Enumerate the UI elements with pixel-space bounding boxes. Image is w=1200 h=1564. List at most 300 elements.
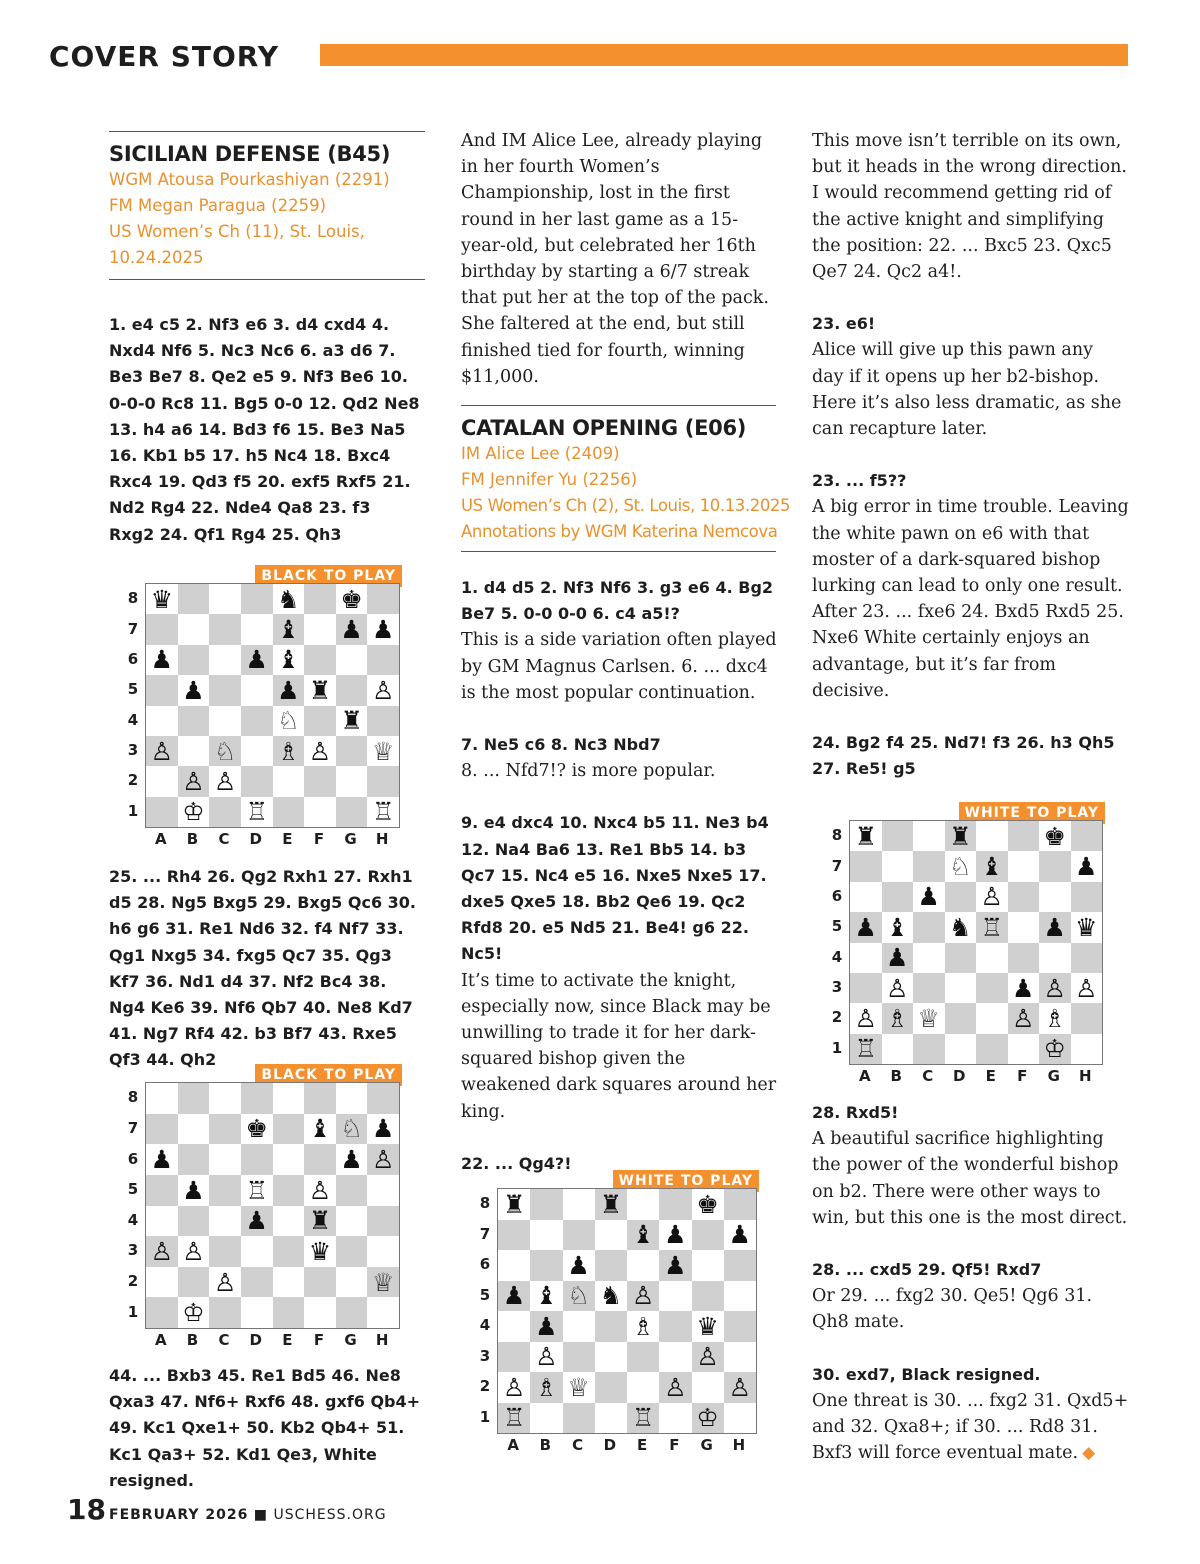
divider	[109, 131, 425, 132]
file-label: A	[155, 1331, 167, 1349]
black-rook-icon: ♜	[945, 821, 977, 851]
board-square	[336, 1175, 368, 1206]
board-square	[209, 1144, 241, 1175]
file-label: E	[282, 830, 293, 848]
board-square	[1008, 912, 1040, 942]
black-rook-icon: ♜	[850, 821, 882, 851]
board-square	[1039, 882, 1071, 912]
black-knight-icon: ♞	[945, 912, 977, 942]
board-square	[146, 614, 178, 644]
black-pawn-icon: ♟	[241, 645, 273, 675]
black-pawn-icon: ♟	[850, 912, 882, 942]
to-play-badge: WHITE TO PLAY	[959, 802, 1106, 824]
board-square	[273, 1083, 305, 1114]
moves: 28. Rxd5!	[812, 1103, 899, 1122]
moves: 9. e4 dxc4 10. Nxc4 b5 11. Ne3 b4 12. Na4 Ba6 13. Re1 Bb5 14. b3 Qc7 15. Nc4 e5 16. Nxe5 Nxe5 17. dxe5 Qxe5 18. Bb2 Qe6 19. Qc2 Rfd8 20. e5 Nd5 21. Be4! g6 22. Nc5!	[461, 813, 769, 964]
white-knight-icon: ♘	[336, 1114, 368, 1145]
divider	[461, 405, 776, 406]
board-square	[367, 1175, 399, 1206]
board-square	[178, 706, 210, 736]
board-square	[241, 675, 273, 705]
rank-label: 8	[127, 1088, 139, 1107]
black-pawn-icon: ♟	[659, 1250, 691, 1281]
board-square	[146, 797, 178, 827]
white-bishop-icon: ♗	[273, 736, 305, 766]
black-pawn-icon: ♟	[178, 675, 210, 705]
black-pawn-icon: ♟	[146, 1144, 178, 1175]
rank-label: 3	[127, 1241, 139, 1260]
rank-label: 3	[831, 978, 843, 997]
file-label: F	[313, 1331, 325, 1349]
board-square	[850, 943, 882, 973]
annotation: This is a side variation often played by GM Magnus Carlsen. 6. ... dxc4 is the most popular continuation.	[461, 630, 777, 703]
white-rook-icon: ♖	[976, 912, 1008, 942]
board-square	[367, 1206, 399, 1237]
file-label: H	[732, 1436, 746, 1454]
board-square	[913, 973, 945, 1003]
chess-board	[145, 583, 400, 828]
board-square	[209, 645, 241, 675]
file-label: F	[313, 830, 325, 848]
annotation-block	[461, 575, 779, 1177]
board-square	[336, 675, 368, 705]
board-square	[595, 1311, 627, 1342]
board-square	[945, 1003, 977, 1033]
file-label: H	[375, 830, 389, 848]
white-pawn-icon: ♙	[146, 736, 178, 766]
divider	[109, 279, 425, 280]
annotation: It’s time to activate the knight, especially now, since Black may be unwilling to trade it for her dark-squared bishop given the weakened dark squares around her king.	[461, 970, 777, 1122]
board-square	[367, 766, 399, 796]
black-pawn-icon: ♟	[498, 1281, 530, 1312]
black-bishop-icon: ♝	[976, 851, 1008, 881]
board-square	[209, 1114, 241, 1145]
black-queen-icon: ♛	[146, 584, 178, 614]
file-label: G	[344, 1331, 357, 1349]
chess-diagram	[125, 565, 410, 850]
black-pawn-icon: ♟	[336, 614, 368, 644]
file-label: D	[603, 1436, 617, 1454]
board-square	[209, 614, 241, 644]
board-square	[146, 1297, 178, 1328]
rank-label: 2	[479, 1377, 491, 1396]
rank-label: 6	[831, 886, 843, 905]
board-square	[1039, 943, 1071, 973]
white-bishop-icon: ♗	[530, 1372, 562, 1403]
white-rook-icon: ♖	[850, 1034, 882, 1064]
board-square	[1008, 851, 1040, 881]
board-square	[595, 1250, 627, 1281]
white-pawn-icon: ♙	[367, 1144, 399, 1175]
white-bishop-icon: ♗	[882, 1003, 914, 1033]
board-square	[945, 973, 977, 1003]
board-square	[304, 614, 336, 644]
white-rook-icon: ♖	[627, 1403, 659, 1434]
board-square	[627, 1342, 659, 1373]
white-king-icon: ♔	[178, 797, 210, 827]
file-label: E	[985, 1067, 996, 1085]
board-square	[209, 797, 241, 827]
black-player: FM Jennifer Yu (2256)	[461, 470, 638, 489]
board-square	[146, 1083, 178, 1114]
board-square	[178, 1206, 210, 1237]
board-square	[498, 1342, 530, 1373]
board-square	[178, 736, 210, 766]
board-square	[241, 1236, 273, 1267]
board-square	[882, 821, 914, 851]
board-square	[209, 1175, 241, 1206]
game-title: CATALAN OPENING (E06)	[461, 416, 747, 440]
board-square	[273, 1236, 305, 1267]
rank-label: 2	[831, 1008, 843, 1027]
white-bishop-icon: ♗	[1039, 1003, 1071, 1033]
board-square	[692, 1250, 724, 1281]
board-square	[563, 1403, 595, 1434]
website: USCHESS.ORG	[273, 1507, 387, 1523]
board-square	[209, 1083, 241, 1114]
board-square	[1071, 821, 1103, 851]
board-square	[1008, 1034, 1040, 1064]
black-pawn-icon: ♟	[913, 882, 945, 912]
file-label: B	[890, 1067, 902, 1085]
file-label: E	[282, 1331, 293, 1349]
board-square	[209, 584, 241, 614]
board-square	[498, 1220, 530, 1251]
board-square	[241, 614, 273, 644]
board-square	[336, 645, 368, 675]
chess-diagram	[477, 1170, 767, 1456]
black-pawn-icon: ♟	[1008, 973, 1040, 1003]
board-square	[692, 1281, 724, 1312]
rank-label: 8	[479, 1194, 491, 1213]
file-label: F	[1017, 1067, 1028, 1085]
to-play-badge: WHITE TO PLAY	[613, 1170, 760, 1192]
board-square	[913, 1034, 945, 1064]
board-square	[178, 1114, 210, 1145]
moves-block: 1. e4 c5 2. Nf3 e6 3. d4 cxd4 4. Nxd4 Nf6 5. Nc3 Nc6 6. a3 d6 7. Be3 Be7 8. Qe2 e5 9. Nf3 Be6 10. 0-0-0 Rc8 11. Bg5 0-0 12. Qd2 Ne8 13. h4 a6 14. Bd3 f6 15. Be3 Na5 16. Kb1 b5 17. h5 Nc4 18. Bxc4 Rxc4 19. Qd3 f5 20. exf5 Rxf5 21. Nd2 Rg4 22. Nde4 Qa8 23. f3 Rxg2 24. Qf1 Rg4 25. Qh3	[109, 315, 420, 544]
moves: 22. ... Qg4?!	[461, 1153, 572, 1173]
chess-board	[145, 1082, 400, 1329]
issue-date: FEBRUARY 2026	[109, 1507, 249, 1523]
black-pawn-icon: ♟	[367, 1114, 399, 1145]
header-accent-bar	[320, 44, 1128, 66]
black-pawn-icon: ♟	[659, 1220, 691, 1251]
board-square	[273, 1114, 305, 1145]
board-square	[498, 1311, 530, 1342]
white-king-icon: ♔	[1039, 1034, 1071, 1064]
black-rook-icon: ♜	[304, 1206, 336, 1237]
black-pawn-icon: ♟	[241, 1206, 273, 1237]
board-square	[595, 1372, 627, 1403]
white-pawn-icon: ♙	[627, 1281, 659, 1312]
board-square	[913, 943, 945, 973]
board-square	[241, 1297, 273, 1328]
black-pawn-icon: ♟	[367, 614, 399, 644]
board-square	[850, 882, 882, 912]
board-square	[273, 1206, 305, 1237]
board-square	[627, 1250, 659, 1281]
board-square	[241, 1144, 273, 1175]
board-square	[627, 1372, 659, 1403]
rank-label: 7	[127, 619, 139, 638]
white-pawn-icon: ♙	[304, 1175, 336, 1206]
file-label: G	[1047, 1067, 1060, 1085]
rank-label: 1	[479, 1407, 491, 1426]
board-square	[976, 821, 1008, 851]
end-of-article-icon: ◆	[1082, 1443, 1096, 1464]
board-square	[178, 1144, 210, 1175]
event: US Women’s Ch (11), St. Louis,	[109, 222, 365, 241]
board-square	[209, 1297, 241, 1328]
board-square	[304, 584, 336, 614]
white-pawn-icon: ♙	[209, 766, 241, 796]
white-pawn-icon: ♙	[1039, 973, 1071, 1003]
board-square	[724, 1311, 756, 1342]
board-square	[882, 851, 914, 881]
white-pawn-icon: ♙	[146, 1236, 178, 1267]
black-pawn-icon: ♟	[1039, 912, 1071, 942]
rank-label: 5	[479, 1285, 491, 1304]
white-pawn-icon: ♙	[850, 1003, 882, 1033]
white-player: WGM Atousa Pourkashiyan (2291)	[109, 170, 390, 189]
board-square	[209, 1236, 241, 1267]
rank-label: 7	[479, 1224, 491, 1243]
board-square	[146, 1114, 178, 1145]
black-rook-icon: ♜	[304, 675, 336, 705]
black-queen-icon: ♛	[1071, 912, 1103, 942]
moves: 23. ... f5??	[812, 471, 907, 491]
board-square	[563, 1189, 595, 1220]
board-square	[659, 1281, 691, 1312]
header-title: COVER STORY	[49, 40, 280, 73]
board-square	[336, 797, 368, 827]
black-bishop-icon: ♝	[304, 1114, 336, 1145]
board-square	[336, 1236, 368, 1267]
rank-label: 7	[127, 1118, 139, 1137]
board-square	[304, 706, 336, 736]
rank-label: 3	[479, 1346, 491, 1365]
board-square	[367, 584, 399, 614]
to-play-badge: BLACK TO PLAY	[255, 1064, 402, 1086]
black-bishop-icon: ♝	[530, 1281, 562, 1312]
file-label: A	[858, 1067, 871, 1085]
board-square	[146, 1206, 178, 1237]
board-square	[530, 1250, 562, 1281]
annotation-block	[812, 1100, 1130, 1466]
moves: 28. ... cxd5 29. Qf5! Rxd7	[812, 1260, 1042, 1280]
white-knight-icon: ♘	[563, 1281, 595, 1312]
rank-label: 4	[831, 947, 843, 966]
board-square	[530, 1403, 562, 1434]
rank-label: 4	[479, 1316, 491, 1335]
board-square	[1008, 821, 1040, 851]
white-queen-icon: ♕	[367, 736, 399, 766]
board-square	[241, 766, 273, 796]
separator-icon: ■	[253, 1507, 269, 1523]
black-king-icon: ♚	[336, 584, 368, 614]
white-pawn-icon: ♙	[209, 1267, 241, 1298]
board-square	[178, 645, 210, 675]
board-square	[1071, 882, 1103, 912]
board-square	[976, 943, 1008, 973]
rank-label: 7	[831, 856, 843, 875]
rank-label: 6	[479, 1255, 491, 1274]
file-label: B	[186, 830, 199, 848]
white-pawn-icon: ♙	[659, 1372, 691, 1403]
board-square	[913, 851, 945, 881]
moves: 7. Ne5 c6 8. Nc3 Nbd7	[461, 735, 661, 755]
board-square	[178, 584, 210, 614]
annotation: Or 29. ... fxg2 30. Qe5! Qg6 31. Qh8 mate.	[812, 1286, 1093, 1333]
black-pawn-icon: ♟	[724, 1220, 756, 1251]
intro-paragraph: And IM Alice Lee, already playing in her fourth Women’s Championship, lost in the first round in her last game as a 15-year-old, but celebrated her 16th birthday by starting a 6/7 streak that put her at the top of the pack. She faltered at the end, but still finished tied for fourth, winning $11,000.	[461, 131, 769, 387]
board-square	[945, 1034, 977, 1064]
board-square	[530, 1220, 562, 1251]
file-label: B	[539, 1436, 552, 1454]
black-pawn-icon: ♟	[273, 675, 305, 705]
black-rook-icon: ♜	[336, 706, 368, 736]
white-pawn-icon: ♙	[178, 1236, 210, 1267]
board-square	[367, 1236, 399, 1267]
black-queen-icon: ♛	[304, 1236, 336, 1267]
event: US Women’s Ch (2), St. Louis, 10.13.2025	[461, 496, 791, 515]
board-square	[659, 1189, 691, 1220]
chess-board	[497, 1188, 757, 1434]
white-pawn-icon: ♙	[367, 675, 399, 705]
chess-diagram	[125, 1064, 410, 1351]
rank-label: 6	[127, 649, 139, 668]
board-square	[724, 1281, 756, 1312]
annotation: This move isn’t terrible on its own, but it heads in the wrong direction. I would recommend getting rid of the active knight and simplifying the position: 22. ... Bxc5 23. Qxc5 Qe7 24. Qc2 a4!.	[812, 131, 1127, 283]
white-bishop-icon: ♗	[627, 1311, 659, 1342]
file-label: B	[186, 1331, 199, 1349]
white-queen-icon: ♕	[913, 1003, 945, 1033]
board-square	[304, 766, 336, 796]
rank-label: 5	[127, 680, 139, 699]
board-square	[595, 1342, 627, 1373]
black-king-icon: ♚	[1039, 821, 1071, 851]
annotation: A big error in time trouble. Leaving the white pawn on e6 with that moster of a dark-squared bishop lurking can lead to only one result. After 23. ... fxe6 24. Bxd5 Rxd5 25. Nxe6 White certainly enjoys an advantage, but it’s far from decisive.	[812, 497, 1129, 701]
board-square	[659, 1342, 691, 1373]
file-label: D	[953, 1067, 966, 1085]
board-square	[1071, 1034, 1103, 1064]
black-pawn-icon: ♟	[336, 1144, 368, 1175]
board-square	[178, 614, 210, 644]
moves: 24. Bg2 f4 25. Nd7! f3 26. h3 Qh5 27. Re5! g5	[812, 733, 1115, 779]
board-square	[336, 1206, 368, 1237]
board-square	[1071, 943, 1103, 973]
board-square	[273, 1297, 305, 1328]
black-queen-icon: ♛	[692, 1311, 724, 1342]
board-square	[976, 973, 1008, 1003]
board-square	[241, 706, 273, 736]
board-square	[530, 1189, 562, 1220]
white-rook-icon: ♖	[367, 797, 399, 827]
rank-label: 2	[127, 771, 139, 790]
rank-label: 1	[127, 801, 139, 820]
board-square	[1008, 882, 1040, 912]
board-square	[882, 882, 914, 912]
file-label: A	[507, 1436, 519, 1454]
board-square	[273, 1175, 305, 1206]
board-square	[976, 1003, 1008, 1033]
file-label: F	[669, 1436, 680, 1454]
black-pawn-icon: ♟	[882, 943, 914, 973]
moves: 1. d4 d5 2. Nf3 Nf6 3. g3 e6 4. Bg2 Be7 5. 0-0 0-0 6. c4 a5!?	[461, 578, 774, 624]
moves: 23. e6!	[812, 314, 876, 334]
board-square	[178, 1267, 210, 1298]
white-rook-icon: ♖	[498, 1403, 530, 1434]
left-column	[109, 131, 425, 280]
moves-block: 25. ... Rh4 26. Qg2 Rxh1 27. Rxh1 d5 28. Ng5 Bxg5 29. Bxg5 Qc6 30. h6 g6 31. Re1 Nd6 32. f4 Nf7 33. Qg1 Nxg5 34. fxg5 Qc7 35. Qg3 Kf7 36. Nd1 d4 37. Nf2 Bc4 38. Ng4 Ke6 39. Nf6 Qb7 40. Ne8 Kd7 41. Ng7 Rf4 42. b3 Bf7 43. Rxe5 Qf3 44. Qh2	[109, 867, 417, 1070]
white-rook-icon: ♖	[241, 1175, 273, 1206]
black-rook-icon: ♜	[595, 1189, 627, 1220]
white-pawn-icon: ♙	[724, 1372, 756, 1403]
board-square	[146, 766, 178, 796]
white-knight-icon: ♘	[273, 706, 305, 736]
rank-label: 8	[127, 589, 139, 608]
moves-block: 44. ... Bxb3 45. Re1 Bd5 46. Ne8 Qxa3 47. Nf6+ Rxf6 48. gxf6 Qb4+ 49. Kc1 Qxe1+ 50. Kb2 Qb4+ 51. Kc1 Qa3+ 52. Kd1 Qe3, White resigned.	[109, 1366, 421, 1490]
board-square	[659, 1311, 691, 1342]
rank-label: 2	[127, 1272, 139, 1291]
rank-label: 4	[127, 1210, 139, 1229]
black-knight-icon: ♞	[273, 584, 305, 614]
board-square	[209, 706, 241, 736]
board-square	[241, 1267, 273, 1298]
board-square	[563, 1220, 595, 1251]
board-square	[659, 1403, 691, 1434]
black-player: FM Megan Paragua (2259)	[109, 196, 327, 215]
board-square	[336, 736, 368, 766]
board-square	[304, 645, 336, 675]
board-square	[945, 882, 977, 912]
black-bishop-icon: ♝	[882, 912, 914, 942]
white-knight-icon: ♘	[209, 736, 241, 766]
white-pawn-icon: ♙	[976, 882, 1008, 912]
annotation: A beautiful sacrifice highlighting the power of the wonderful bishop on b2. There were other ways to win, but this one is the most direct.	[812, 1129, 1128, 1228]
board-square	[724, 1250, 756, 1281]
board-square	[273, 1144, 305, 1175]
annotation-block	[812, 128, 1130, 782]
black-knight-icon: ♞	[595, 1281, 627, 1312]
board-square	[146, 1175, 178, 1206]
board-square	[724, 1403, 756, 1434]
board-square	[1008, 943, 1040, 973]
file-label: H	[375, 1331, 389, 1349]
file-label: E	[637, 1436, 648, 1454]
board-square	[273, 797, 305, 827]
white-rook-icon: ♖	[241, 797, 273, 827]
rank-label: 8	[831, 826, 843, 845]
divider	[461, 551, 776, 552]
file-label: H	[1078, 1067, 1092, 1085]
rank-label: 4	[127, 710, 139, 729]
board-square	[945, 943, 977, 973]
board-square	[241, 736, 273, 766]
page-number: 18	[67, 1493, 106, 1526]
board-square	[336, 766, 368, 796]
board-square	[563, 1342, 595, 1373]
board-square	[692, 1372, 724, 1403]
moves: 30. exd7, Black resigned.	[812, 1364, 1041, 1384]
file-label: A	[155, 830, 167, 848]
board-square	[209, 1206, 241, 1237]
annotation	[812, 1388, 1130, 1467]
board-square	[498, 1250, 530, 1281]
board-square	[146, 706, 178, 736]
black-rook-icon: ♜	[498, 1189, 530, 1220]
white-pawn-icon: ♙	[530, 1342, 562, 1373]
